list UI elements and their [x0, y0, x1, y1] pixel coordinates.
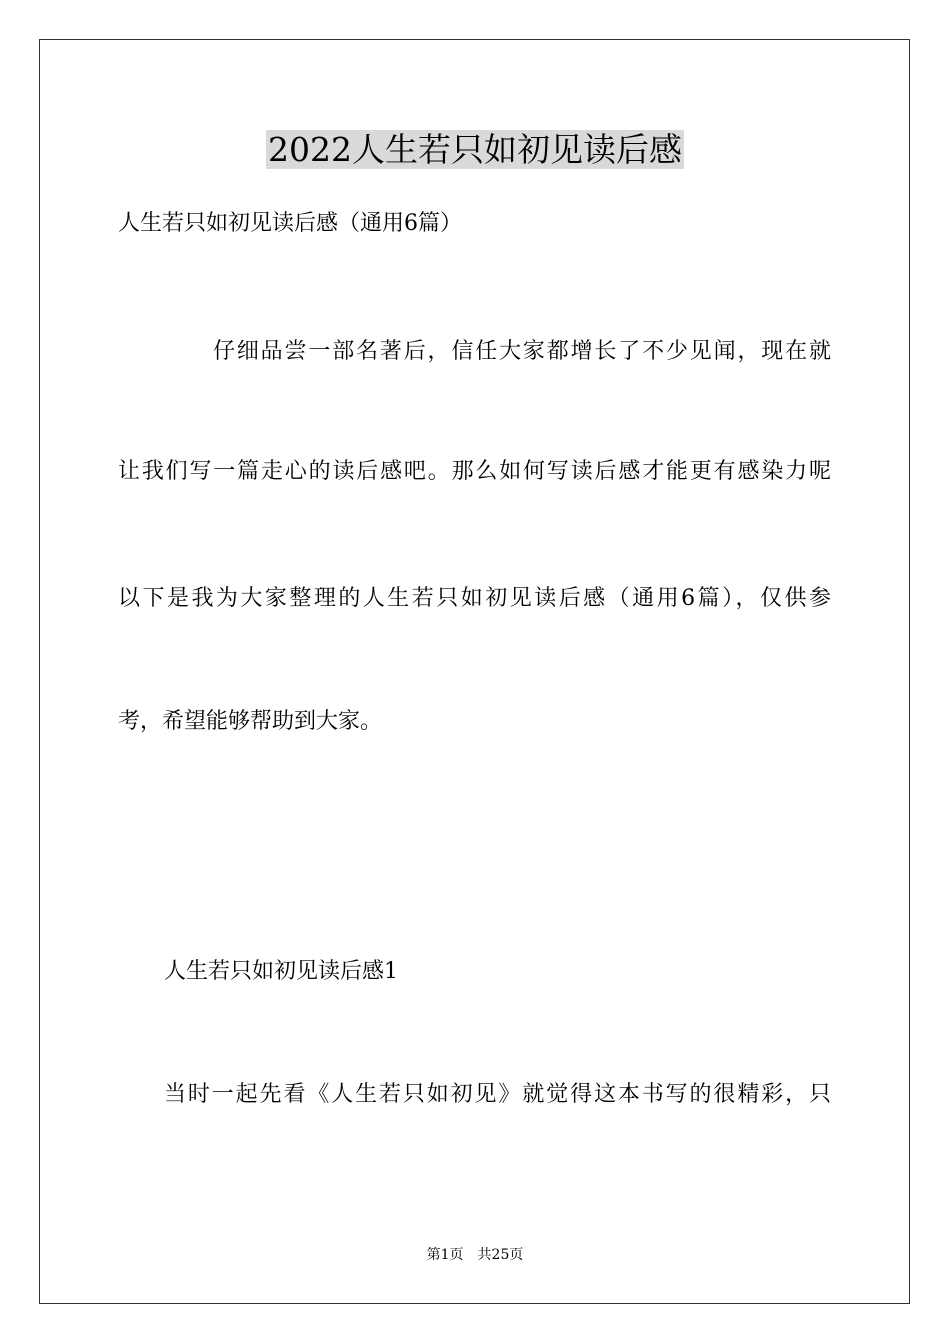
section-paragraph-line-1: 当时一起先看《人生若只如初见》就觉得这本书写的很精彩，只: [164, 1082, 831, 1107]
intro-line-3: 以下是我为大家整理的人生若只如初见读后感（通用6篇），仅供参: [118, 586, 831, 611]
document-subtitle: 人生若只如初见读后感（通用6篇）: [118, 211, 462, 236]
page-number-footer: 第1页 共25页: [426, 1247, 524, 1263]
intro-line-4: 考，希望能够帮助到大家。: [118, 709, 383, 734]
document-title: [0, 128, 950, 172]
document-title-text: 2022人生若只如初见读后感: [268, 130, 682, 169]
intro-line-1: 仔细品尝一部名著后，信任大家都增长了不少见闻，现在就: [213, 339, 831, 364]
section-heading: 人生若只如初见读后感1: [164, 959, 398, 984]
intro-line-2: 让我们写一篇走心的读后感吧。那么如何写读后感才能更有感染力呢: [118, 459, 831, 484]
